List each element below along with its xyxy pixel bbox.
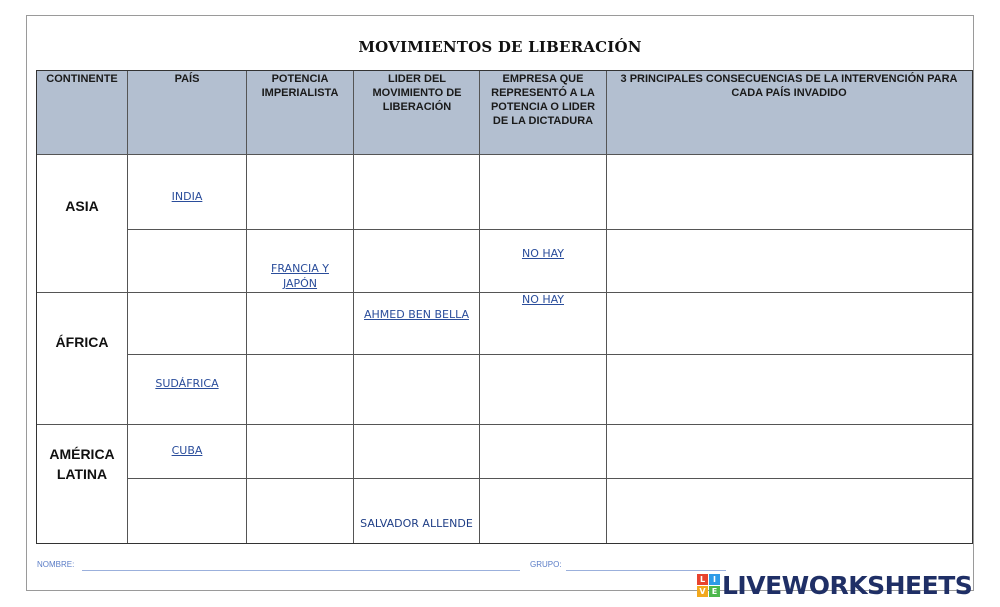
answer-india[interactable]: INDIA [171,190,203,203]
grupo-label: GRUPO: [530,560,562,569]
nombre-label: NOMBRE: [37,560,75,569]
logo-tile: E [709,586,720,597]
logo-tile: L [697,574,708,585]
header-lider: LIDER DEL MOVIMIENTO DE LIBERACIÓN [372,73,462,113]
logo-tile: V [697,586,708,597]
row-divider [127,478,972,479]
answer-ahmed-ben-bella[interactable]: AHMED BEN BELLA [364,308,469,321]
column-divider [606,71,607,543]
continent-africa: ÁFRICA [55,334,109,350]
column-divider [127,71,128,543]
brand-name: LIVEWORKSHEETS [722,570,973,600]
row-divider [127,229,972,230]
header-potencia: POTENCIA IMPERIALISTA [261,73,339,99]
row-divider [127,354,972,355]
grupo-line[interactable] [566,570,726,571]
answer-cuba[interactable]: CUBA [171,444,203,457]
answer-no-hay[interactable]: NO HAY [521,247,565,260]
liveworksheets-logo-icon [697,574,720,597]
header-pais: PAÍS [174,73,200,85]
continent-america-latina: AMÉRICA LATINA [49,446,115,482]
liberation-table [36,70,973,544]
row-divider [37,154,972,155]
answer-francia-japon[interactable]: FRANCIA Y JAPÓN [271,262,329,290]
row-divider [37,424,972,425]
column-divider [479,71,480,543]
liveworksheets-brand [697,572,972,598]
column-divider [246,71,247,543]
worksheet-title: MOVIMIENTOS DE LIBERACIÓN [358,38,642,56]
nombre-line[interactable] [82,570,520,571]
header-consecuencias: 3 PRINCIPALES CONSECUENCIAS DE LA INTERVENCIÓN PARA CADA PAÍS INVADIDO [620,73,958,99]
logo-tile: I [709,574,720,585]
answer-no-hay[interactable]: NO HAY [521,293,565,306]
header-empresa: EMPRESA QUE REPRESENTÓ A LA POTENCIA O LIDER DE LA DICTADURA [490,73,596,127]
answer-sudafrica[interactable]: SUDÁFRICA [155,377,219,390]
answer-salvador-allende[interactable]: SALVADOR ALLENDE [360,517,473,530]
continent-asia: ASIA [65,198,99,214]
header-continente: CONTINENTE [46,73,118,85]
